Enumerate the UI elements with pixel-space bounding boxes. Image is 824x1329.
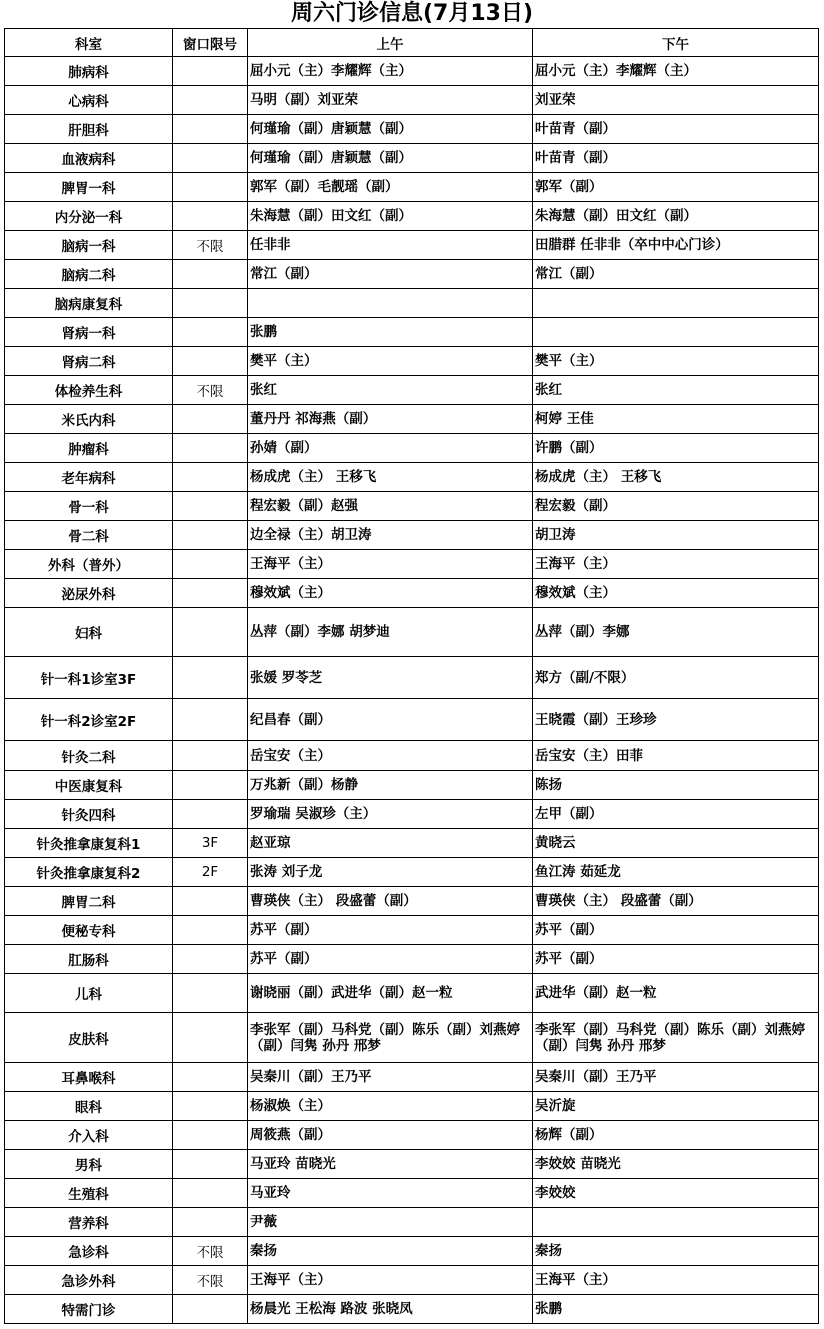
pm-cell: 曹瑛侠（主） 段盛蕾（副） [533, 887, 819, 916]
table-row [5, 1150, 819, 1179]
table-row [5, 173, 819, 202]
table-row [5, 57, 819, 86]
limit-cell [173, 741, 248, 771]
dept-cell: 中医康复科 [5, 771, 173, 800]
limit-cell [173, 657, 248, 699]
pm-cell: 常江（副） [533, 260, 819, 289]
pm-cell: 苏平（副） [533, 945, 819, 974]
table-row [5, 916, 819, 945]
dept-cell: 肝胆科 [5, 115, 173, 144]
header-pm: 下午 [533, 29, 819, 57]
am-cell: 张涛 刘子龙 [248, 858, 533, 887]
am-cell: 杨晨光 王松海 路波 张晓凤 [248, 1295, 533, 1324]
table-header-row [5, 29, 819, 57]
dept-cell: 肛肠科 [5, 945, 173, 974]
am-cell: 常江（副） [248, 260, 533, 289]
table-row [5, 1121, 819, 1150]
limit-cell [173, 699, 248, 741]
dept-cell: 便秘专科 [5, 916, 173, 945]
pm-cell: 武进华（副）赵一粒 [533, 974, 819, 1013]
limit-cell [173, 405, 248, 434]
limit-cell [173, 916, 248, 945]
dept-cell: 介入科 [5, 1121, 173, 1150]
dept-cell: 耳鼻喉科 [5, 1063, 173, 1092]
pm-cell: 苏平（副） [533, 916, 819, 945]
limit-cell: 不限 [173, 376, 248, 405]
table-row [5, 1092, 819, 1121]
dept-cell: 针灸推拿康复科2 [5, 858, 173, 887]
limit-cell [173, 289, 248, 318]
table-row [5, 771, 819, 800]
pm-cell: 樊平（主） [533, 347, 819, 376]
header-am: 上午 [248, 29, 533, 57]
dept-cell: 泌尿外科 [5, 579, 173, 608]
pm-cell: 鱼江涛 茹延龙 [533, 858, 819, 887]
pm-cell [533, 1208, 819, 1237]
pm-cell: 朱海慧（副）田文红（副） [533, 202, 819, 231]
limit-cell: 不限 [173, 1266, 248, 1295]
limit-cell [173, 144, 248, 173]
am-cell: 孙婧（副） [248, 434, 533, 463]
pm-cell: 左甲（副） [533, 800, 819, 829]
table-row [5, 829, 819, 858]
table-row [5, 550, 819, 579]
am-cell: 屈小元（主）李耀辉（主） [248, 57, 533, 86]
dept-cell: 儿科 [5, 974, 173, 1013]
dept-cell: 生殖科 [5, 1179, 173, 1208]
am-cell: 丛萍（副）李娜 胡梦迪 [248, 608, 533, 657]
table-row [5, 1237, 819, 1266]
am-cell [248, 289, 533, 318]
pm-cell: 许鹏（副） [533, 434, 819, 463]
pm-cell: 胡卫涛 [533, 521, 819, 550]
table-row [5, 115, 819, 144]
dept-cell: 针一科1诊室3F [5, 657, 173, 699]
limit-cell [173, 86, 248, 115]
am-cell: 苏平（副） [248, 916, 533, 945]
limit-cell [173, 1092, 248, 1121]
limit-cell [173, 347, 248, 376]
dept-cell: 心病科 [5, 86, 173, 115]
am-cell: 尹薇 [248, 1208, 533, 1237]
table-row [5, 1208, 819, 1237]
limit-cell [173, 1208, 248, 1237]
table-row [5, 800, 819, 829]
am-cell: 朱海慧（副）田文红（副） [248, 202, 533, 231]
limit-cell [173, 492, 248, 521]
dept-cell: 针灸四科 [5, 800, 173, 829]
am-cell: 王海平（主） [248, 550, 533, 579]
limit-cell [173, 1013, 248, 1063]
limit-cell: 不限 [173, 1237, 248, 1266]
dept-cell: 针灸推拿康复科1 [5, 829, 173, 858]
limit-cell [173, 115, 248, 144]
dept-cell: 脑病二科 [5, 260, 173, 289]
limit-cell [173, 521, 248, 550]
dept-cell: 血液病科 [5, 144, 173, 173]
am-cell: 秦扬 [248, 1237, 533, 1266]
dept-cell: 妇科 [5, 608, 173, 657]
limit-cell [173, 945, 248, 974]
limit-cell [173, 463, 248, 492]
dept-cell: 营养科 [5, 1208, 173, 1237]
table-row [5, 86, 819, 115]
limit-cell [173, 800, 248, 829]
dept-cell: 针一科2诊室2F [5, 699, 173, 741]
limit-cell [173, 57, 248, 86]
limit-cell [173, 318, 248, 347]
dept-cell: 米氏内科 [5, 405, 173, 434]
pm-cell: 屈小元（主）李耀辉（主） [533, 57, 819, 86]
pm-cell: 李姣姣 苗晓光 [533, 1150, 819, 1179]
am-cell: 边全禄（主）胡卫涛 [248, 521, 533, 550]
pm-cell: 黄晓云 [533, 829, 819, 858]
pm-cell: 王海平（主） [533, 550, 819, 579]
table-row [5, 1063, 819, 1092]
pm-cell: 杨辉（副） [533, 1121, 819, 1150]
pm-cell: 陈扬 [533, 771, 819, 800]
am-cell: 郭军（副）毛靓瑶（副） [248, 173, 533, 202]
dept-cell: 急诊科 [5, 1237, 173, 1266]
table-row [5, 231, 819, 260]
am-cell: 苏平（副） [248, 945, 533, 974]
header-dept: 科室 [5, 29, 173, 57]
pm-cell: 王海平（主） [533, 1266, 819, 1295]
am-cell: 万兆新（副）杨静 [248, 771, 533, 800]
am-cell: 张媛 罗苓芝 [248, 657, 533, 699]
table-body [5, 57, 819, 1324]
table-row [5, 657, 819, 699]
limit-cell [173, 1295, 248, 1324]
pm-cell: 秦扬 [533, 1237, 819, 1266]
am-cell: 杨淑焕（主） [248, 1092, 533, 1121]
limit-cell [173, 1179, 248, 1208]
table-row [5, 376, 819, 405]
table-row [5, 492, 819, 521]
dept-cell: 男科 [5, 1150, 173, 1179]
am-cell: 周筱燕（副） [248, 1121, 533, 1150]
dept-cell: 外科（普外） [5, 550, 173, 579]
limit-cell [173, 550, 248, 579]
table-row [5, 945, 819, 974]
dept-cell: 体检养生科 [5, 376, 173, 405]
table-row [5, 202, 819, 231]
am-cell: 程宏毅（副）赵强 [248, 492, 533, 521]
schedule-table [4, 28, 819, 1324]
dept-cell: 肺病科 [5, 57, 173, 86]
am-cell: 王海平（主） [248, 1266, 533, 1295]
am-cell: 马明（副）刘亚荣 [248, 86, 533, 115]
pm-cell [533, 318, 819, 347]
limit-cell [173, 1150, 248, 1179]
am-cell: 穆效斌（主） [248, 579, 533, 608]
pm-cell [533, 289, 819, 318]
table-row [5, 347, 819, 376]
table-row [5, 463, 819, 492]
pm-cell: 叶苗青（副） [533, 144, 819, 173]
dept-cell: 皮肤科 [5, 1013, 173, 1063]
dept-cell: 脾胃一科 [5, 173, 173, 202]
table-row [5, 608, 819, 657]
dept-cell: 骨一科 [5, 492, 173, 521]
am-cell: 纪昌春（副） [248, 699, 533, 741]
table-row [5, 318, 819, 347]
limit-cell [173, 260, 248, 289]
limit-cell [173, 974, 248, 1013]
limit-cell [173, 434, 248, 463]
dept-cell: 针灸二科 [5, 741, 173, 771]
am-cell: 杨成虎（主） 王移飞 [248, 463, 533, 492]
am-cell: 何瑾瑜（副）唐颖慧（副） [248, 115, 533, 144]
pm-cell: 柯婷 王佳 [533, 405, 819, 434]
am-cell: 樊平（主） [248, 347, 533, 376]
dept-cell: 眼科 [5, 1092, 173, 1121]
table-row [5, 858, 819, 887]
dept-cell: 肿瘤科 [5, 434, 173, 463]
pm-cell: 叶苗青（副） [533, 115, 819, 144]
limit-cell [173, 1121, 248, 1150]
pm-cell: 吴沂旋 [533, 1092, 819, 1121]
table-row [5, 887, 819, 916]
am-cell: 罗瑜瑞 吴淑珍（主） [248, 800, 533, 829]
limit-cell [173, 771, 248, 800]
table-row [5, 974, 819, 1013]
am-cell: 董丹丹 祁海燕（副） [248, 405, 533, 434]
dept-cell: 内分泌一科 [5, 202, 173, 231]
dept-cell: 肾病一科 [5, 318, 173, 347]
limit-cell [173, 202, 248, 231]
pm-cell: 程宏毅（副） [533, 492, 819, 521]
limit-cell [173, 1063, 248, 1092]
pm-cell: 张鹏 [533, 1295, 819, 1324]
limit-cell [173, 579, 248, 608]
dept-cell: 特需门诊 [5, 1295, 173, 1324]
limit-cell [173, 173, 248, 202]
table-row [5, 1295, 819, 1324]
pm-cell: 岳宝安（主）田菲 [533, 741, 819, 771]
table-row [5, 1013, 819, 1063]
table-row [5, 699, 819, 741]
dept-cell: 急诊外科 [5, 1266, 173, 1295]
header-limit: 窗口限号 [173, 29, 248, 57]
pm-cell: 吴秦川（副）王乃平 [533, 1063, 819, 1092]
table-row [5, 289, 819, 318]
table-row [5, 260, 819, 289]
pm-cell: 郭军（副） [533, 173, 819, 202]
am-cell: 李张军（副）马科党（副）陈乐（副）刘燕婷（副）闫隽 孙丹 邢梦 [248, 1013, 533, 1063]
am-cell: 岳宝安（主） [248, 741, 533, 771]
am-cell: 马亚玲 苗晓光 [248, 1150, 533, 1179]
limit-cell: 2F [173, 858, 248, 887]
table-row [5, 1266, 819, 1295]
am-cell: 曹瑛侠（主） 段盛蕾（副） [248, 887, 533, 916]
pm-cell: 李姣姣 [533, 1179, 819, 1208]
pm-cell: 刘亚荣 [533, 86, 819, 115]
dept-cell: 脾胃二科 [5, 887, 173, 916]
am-cell: 张红 [248, 376, 533, 405]
table-row [5, 521, 819, 550]
pm-cell: 郑方（副/不限） [533, 657, 819, 699]
page-title: 周六门诊信息(7月13日) [290, 1, 534, 26]
am-cell: 赵亚琼 [248, 829, 533, 858]
pm-cell: 田腊群 任非非（卒中中心门诊） [533, 231, 819, 260]
pm-cell: 李张军（副）马科党（副）陈乐（副）刘燕婷（副）闫隽 孙丹 邢梦 [533, 1013, 819, 1063]
dept-cell: 脑病一科 [5, 231, 173, 260]
pm-cell: 张红 [533, 376, 819, 405]
am-cell: 吴秦川（副）王乃平 [248, 1063, 533, 1092]
dept-cell: 肾病二科 [5, 347, 173, 376]
limit-cell: 3F [173, 829, 248, 858]
dept-cell: 脑病康复科 [5, 289, 173, 318]
table-row [5, 144, 819, 173]
limit-cell: 不限 [173, 231, 248, 260]
table-row [5, 434, 819, 463]
am-cell: 马亚玲 [248, 1179, 533, 1208]
table-row [5, 405, 819, 434]
am-cell: 谢晓丽（副）武进华（副）赵一粒 [248, 974, 533, 1013]
limit-cell [173, 608, 248, 657]
table-row [5, 1179, 819, 1208]
am-cell: 任非非 [248, 231, 533, 260]
pm-cell: 穆效斌（主） [533, 579, 819, 608]
table-row [5, 579, 819, 608]
dept-cell: 骨二科 [5, 521, 173, 550]
table-row [5, 741, 819, 771]
am-cell: 张鹏 [248, 318, 533, 347]
limit-cell [173, 887, 248, 916]
pm-cell: 丛萍（副）李娜 [533, 608, 819, 657]
am-cell: 何瑾瑜（副）唐颖慧（副） [248, 144, 533, 173]
pm-cell: 王晓霞（副）王珍珍 [533, 699, 819, 741]
dept-cell: 老年病科 [5, 463, 173, 492]
pm-cell: 杨成虎（主） 王移飞 [533, 463, 819, 492]
